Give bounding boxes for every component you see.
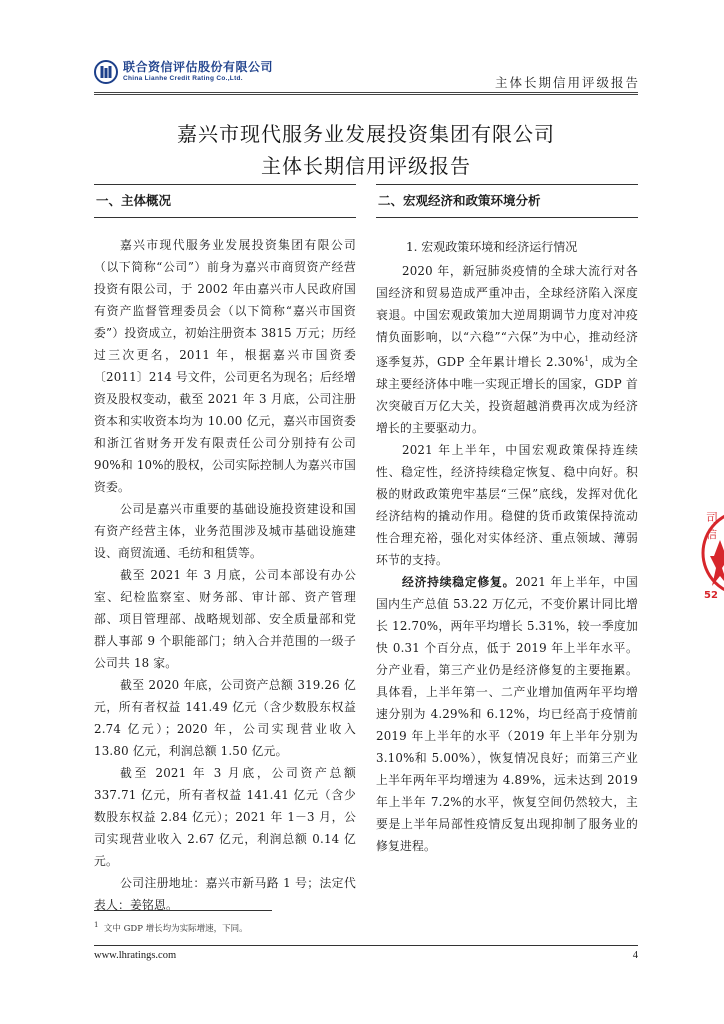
footnote-ref[interactable]: 1	[584, 355, 590, 363]
paragraph: 公司是嘉兴市重要的基础设施投资建设和国有资产经营主体，业务范围涉及城市基础设施建设、商贸流通、毛纺和租赁等。	[94, 502, 356, 560]
paragraph: 截至 2020 年底，公司资产总额 319.26 亿元，所有者权益 141.49 亿元（含少数股东权益 2.74 亿元）；2020 年，公司实现营业收入 13.80 亿元，利润总额 1.50 亿元。	[94, 678, 356, 758]
seal-stamp	[700, 498, 724, 608]
paragraph: 2021 年上半年，中国宏观政策保持连续性、稳定性，经济持续稳定恢复、稳中向好。积极的财政政策兜牢基层“三保”底线，发挥对优化经济结构的撬动作用。稳健的货币政策保持流动性合理充裕，强化对实体经济、重点领域、薄弱环节的支持。	[376, 442, 638, 567]
right-column	[376, 184, 638, 857]
footer-divider	[94, 945, 638, 946]
footer-website-link[interactable]: www.lhratings.com	[94, 950, 177, 961]
seal-stamp-icon	[700, 498, 724, 608]
paragraph	[376, 571, 638, 857]
stamp-char: 司	[706, 511, 719, 525]
paragraph: 嘉兴市现代服务业发展投资集团有限公司（以下简称“公司”）前身为嘉兴市商贸资产经营投资有限公司，于 2002 年由嘉兴市人民政府国有资产监督管理委员会（以下简称“嘉兴市国资委”）投资成立，初始注册资本 3815 万元；历经过三次更名，2011 年，根据嘉兴市国资委〔2011〕214 号文件，公司更名为现名；后经增资及股权变动，截至 2021 年 3 月底，公司注册资本和实收资本均为 10.00 亿元，嘉兴市国资委和浙江省财务开发有限责任公司分别持有公司 90%和 10%的股权，公司实际控制人为嘉兴市国资委。	[94, 238, 356, 494]
paragraph	[376, 260, 638, 439]
footnote-mark: 1	[94, 920, 99, 929]
report-title-company: 嘉兴市现代服务业发展投资集团有限公司	[177, 122, 555, 146]
paragraph-text: 2020 年，新冠肺炎疫情的全球大流行对各国经济和贸易造成严重冲击，全球经济陷入深度衰退。中国宏观政策加大逆周期调节力度对冲疫情负面影响，以“六稳”“六保”为中心，推动经济逐季复苏，GDP 全年累计增长 2.30%	[376, 264, 638, 369]
logo-english-name: China Lianhe Credit Rating Co.,Ltd.	[123, 75, 243, 83]
footnote-text: 文中 GDP 增长均为实际增速，下同。	[103, 923, 248, 934]
stamp-char: 52	[704, 590, 718, 601]
header-divider	[94, 92, 638, 95]
page-number: 4	[632, 950, 638, 961]
section-heading-macro: 二、宏观经济和政策环境分析	[376, 184, 638, 218]
section-heading-overview: 一、主体概况	[94, 184, 356, 218]
footnote-divider	[94, 910, 272, 911]
lianhe-logo-icon	[94, 60, 118, 84]
footnote	[94, 920, 248, 934]
paragraph: 公司注册地址：嘉兴市新马路 1 号；法定代表人：姜铭恩。	[94, 876, 356, 912]
paragraph-text: 2021 年上半年，中国国内生产总值 53.22 万亿元，不变价累计同比增长 12.70%，两年平均增长 5.31%，较一季度加快 0.31 个百分点，低于 2019 年上半年水平。分产业看，第三产业仍是经济修复的主要拖累。具体看，上半年第一、二产业增加值两年平均增速分别为 4.29%和 6.12%，均已经高于疫情前 2019 年上半年的水平（2019 年上半年分别为 3.10%和 5.00%），恢复情况良好；而第三产业上半年两年平均增速为 4.89%，远未达到 2019 年上半年 7.2%的水平，恢复空间仍然较大，主要是上半年局部性疫情反复出现抑制了服务业的修复进程。	[376, 574, 638, 853]
subsection-heading: 1. 宏观政策环境和经济运行情况	[406, 240, 578, 254]
paragraph-text: ，成为全球主要经济体中唯一实现正增长的国家，GDP 首次突破百万亿大关，投资超越消费再次成为经济增长的主要驱动力。	[376, 354, 638, 435]
logo-chinese-name: 联合资信评估股份有限公司	[123, 60, 274, 75]
report-title-type: 主体长期信用评级报告	[261, 154, 471, 178]
report-type-label: 主体长期信用评级报告	[494, 75, 640, 90]
paragraph: 截至 2021 年 3 月底，公司资产总额 337.71 亿元，所有者权益 141.41 亿元（含少数股东权益 2.84 亿元）；2021 年 1－3 月，公司实现营业收入 2.67 亿元，利润总额 0.14 亿元。	[94, 766, 356, 868]
company-logo	[94, 60, 273, 84]
bold-lead-in: 经济持续稳定修复。	[402, 574, 516, 589]
left-column	[94, 184, 356, 916]
stamp-char: 信	[706, 528, 717, 541]
paragraph: 截至 2021 年 3 月底，公司本部设有办公室、纪检监察室、财务部、审计部、资产管理部、项目管理部、战略规划部、安全质量部和党群人事部 9 个职能部门；纳入合并范围的一级子公司共 18 家。	[94, 568, 356, 670]
